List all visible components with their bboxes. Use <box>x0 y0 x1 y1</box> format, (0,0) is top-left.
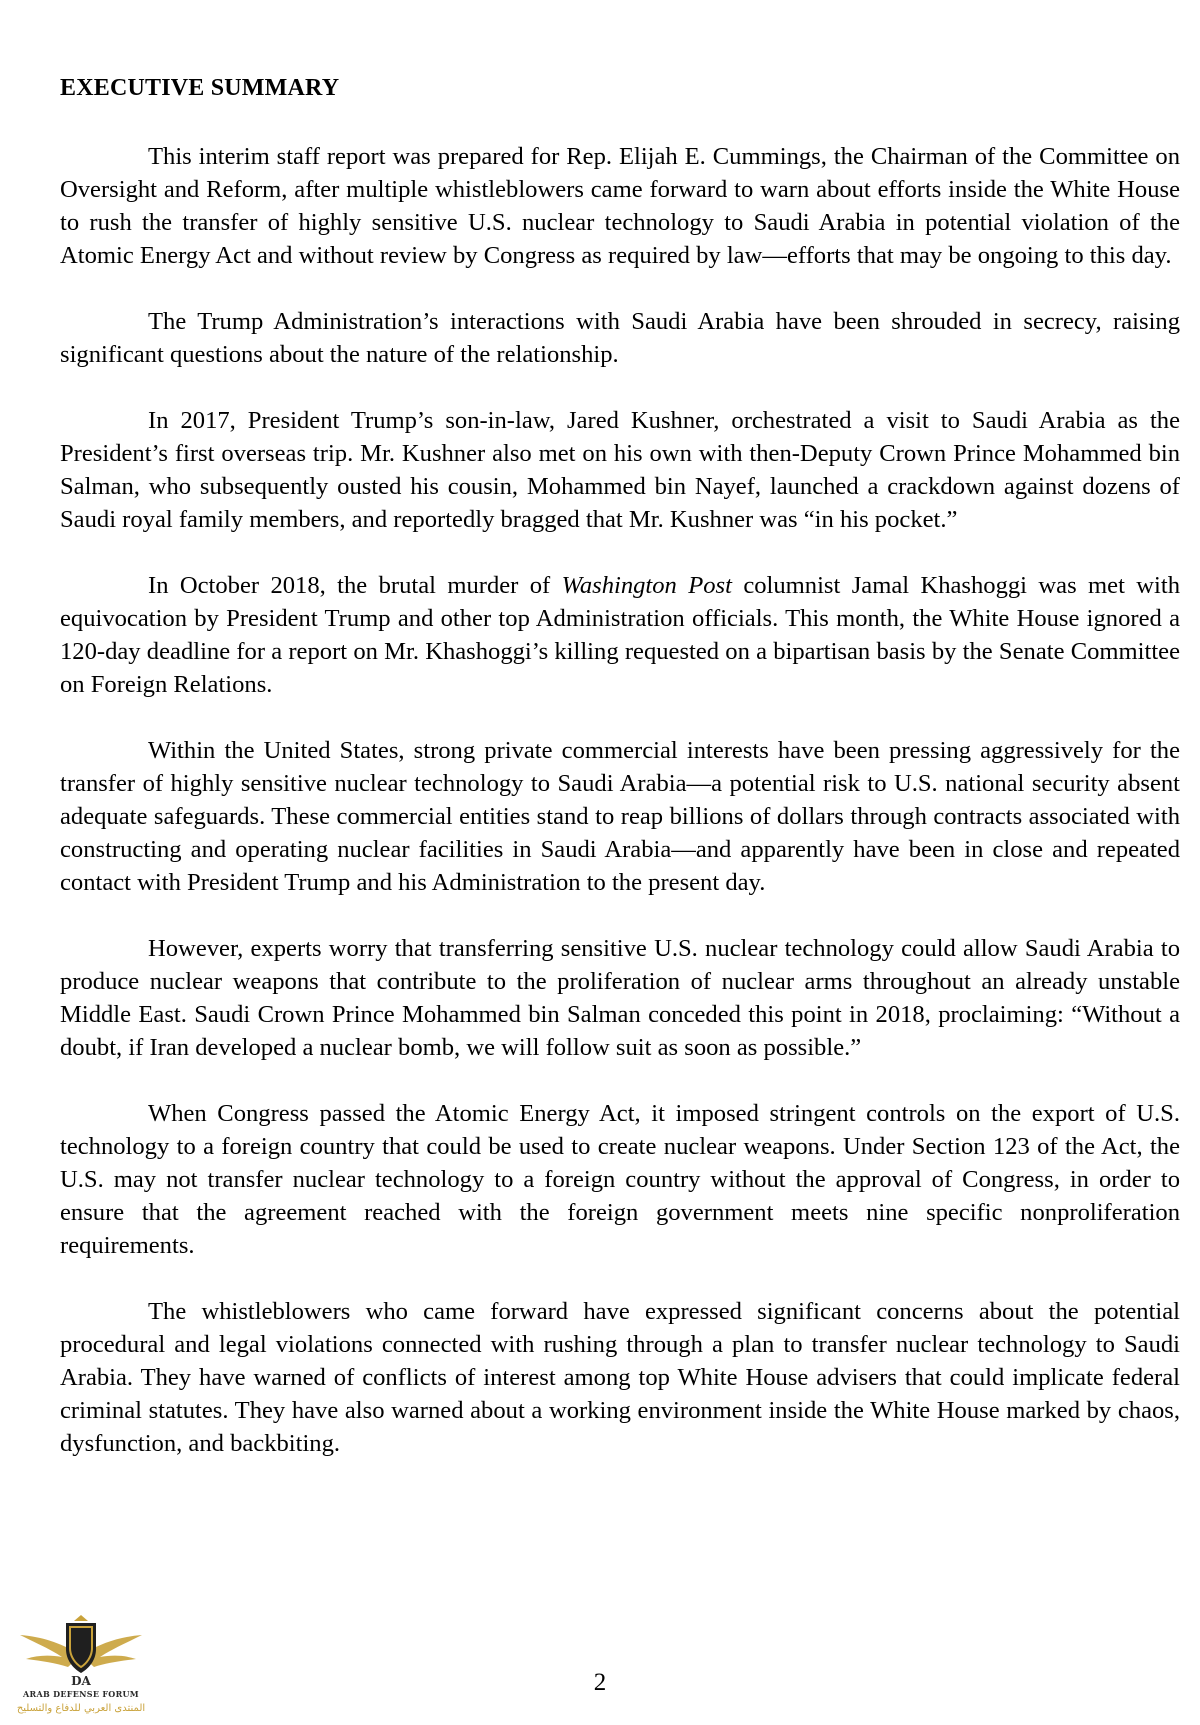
paragraph-2: The Trump Administration’s interactions with Saudi Arabia have been shrouded in secrecy, raising significant questions about the nature of the relationship. <box>60 308 1180 368</box>
watermark-name-en: ARAB DEFENSE FORUM <box>23 1689 139 1699</box>
eagle-emblem-icon <box>6 1615 156 1691</box>
paragraph-4-after: columnist Jamal Khashoggi was met with equivocation by President Trump and other top Administration officials. This month, the White House ignored a 120-day deadline for a report on Mr. Khashoggi’s killing requested on a bipartisan basis by the Senate Committee on Foreign Relations. <box>60 572 1180 698</box>
paragraph-5: Within the United States, strong private commercial interests have been pressing aggressively for the transfer of highly sensitive nuclear technology to Saudi Arabia—a potential risk to U.S. national security absent adequate safeguards. These commercial entities stand to reap billions of dollars through contracts associated with constructing and operating nuclear facilities in Saudi Arabia—and apparently have been in close and repeated contact with President Trump and his Administration to the present day. <box>60 737 1180 896</box>
watermark-name-ar: المنتدى العربي للدفاع والتسليح <box>16 1703 146 1714</box>
page-number: 2 <box>593 1669 607 1696</box>
paragraph-3: In 2017, President Trump’s son-in-law, Jared Kushner, orchestrated a visit to Saudi Arabia as the President’s first overseas trip. Mr. Kushner also met on his own with then-Deputy Crown Prince Mohammed bin Salman, who subsequently ousted his cousin, Mohammed bin Nayef, launched a crackdown against dozens of Saudi royal family members, and reportedly bragged that Mr. Kushner was “in his pocket.” <box>60 407 1180 533</box>
body-text <box>60 140 1180 1493</box>
paragraph-4-before: In October 2018, the brutal murder of <box>148 572 562 599</box>
newspaper-title: Washington Post <box>561 572 732 599</box>
arab-defense-forum-watermark <box>6 1615 156 1723</box>
paragraph-8: The whistleblowers who came forward have expressed significant concerns about the potential procedural and legal violations connected with rushing through a plan to transfer nuclear technology to Saudi Arabia. They have warned of conflicts of interest among top White House advisers that could implicate federal criminal statutes. They have also warned about a working environment inside the White House marked by chaos, dysfunction, and backbiting. <box>60 1298 1180 1457</box>
paragraph-6: However, experts worry that transferring sensitive U.S. nuclear technology could allow Saudi Arabia to produce nuclear weapons that contribute to the proliferation of nuclear arms throughout an already unstable Middle East. Saudi Crown Prince Mohammed bin Salman conceded this point in 2018, proclaiming: “Without a doubt, if Iran developed a nuclear bomb, we will follow suit as soon as possible.” <box>60 935 1180 1061</box>
paragraph-1: This interim staff report was prepared for Rep. Elijah E. Cummings, the Chairman of the Committee on Oversight and Reform, after multiple whistleblowers came forward to warn about efforts inside the White House to rush the transfer of highly sensitive U.S. nuclear technology to Saudi Arabia in potential violation of the Atomic Energy Act and without review by Congress as required by law—efforts that may be ongoing to this day. <box>60 143 1180 269</box>
paragraph-4 <box>60 569 1180 701</box>
section-heading: EXECUTIVE SUMMARY <box>60 75 340 101</box>
paragraph-7: When Congress passed the Atomic Energy Act, it imposed stringent controls on the export of U.S. technology to a foreign country that could be used to create nuclear weapons. Under Section 123 of the Act, the U.S. may not transfer nuclear technology to a foreign country without the approval of Congress, in order to ensure that the agreement reached with the foreign government meets nine specific nonproliferation requirements. <box>60 1100 1180 1259</box>
watermark-monogram: DA <box>71 1674 91 1688</box>
